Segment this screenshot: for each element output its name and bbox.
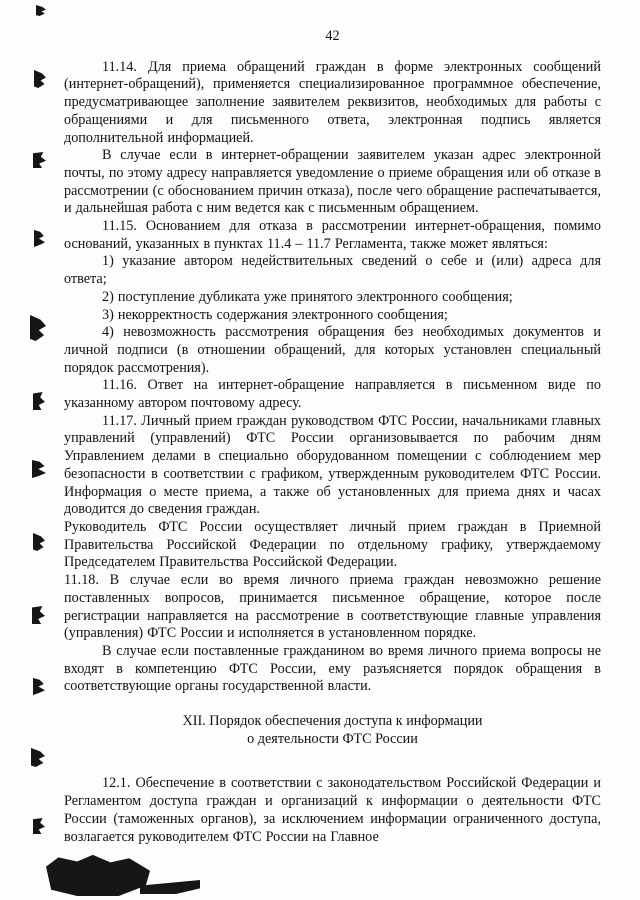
list-item-1: 1) указание автором недействительных сведений о себе и (или) адреса для ответа; <box>64 253 601 288</box>
list-item-2: 2) поступление дубликата уже принятого электронного сообщения; <box>102 288 513 305</box>
paragraph-head-reception: Руководитель ФТС России осуществляет личный прием граждан в Приемной Правительства Российской Федерации по отдельному графику, утверждаемому Председателем Правительства Российской Федерации. <box>64 518 601 571</box>
paragraph-11-18: 11.18. В случае если во время личного приема граждан невозможно решение поставленных вопросов, принимается письменное обращение, которое после регистрации направляется на рассмотрение в соответствующие главные управления (управления) ФТС России и исполняется в установленном порядке. <box>64 572 601 642</box>
scan-artifact <box>32 606 45 624</box>
paragraph-11-14: 11.14. Для приема обращений граждан в форме электронных сообщений (интернет-обращений), применяется специализированное программное обеспечение, предусматривающее заполнение заявителем реквизитов, необходимых для работы с обращениями и для письменного ответа, электронная подпись является дополнительной информацией. <box>64 58 601 146</box>
paragraph-email-notice: В случае если в интернет-обращении заявителем указан адрес электронной почты, по этому адресу направляется уведомление о приеме обращения или об отказе в рассмотрении (с обоснованием причин отказа), после чего обращение распечатывается, и дальнейшая работа с ним ведется как с письменным обращением. <box>64 147 601 217</box>
scan-artifact <box>33 678 45 695</box>
list-item-3: 3) некорректность содержания электронного сообщения; <box>102 306 448 323</box>
scan-artifact <box>33 818 45 834</box>
paragraph-12-1: 12.1. Обеспечение в соответствии с законодательством Российской Федерации и Регламентом доступа граждан и организаций к информации о деятельности ФТС России (таможенных органов), за исключением информации ограниченного доступа, возлагается руководителем ФТС России на Главное <box>64 775 601 845</box>
scan-artifact <box>34 70 46 88</box>
list-item-4: 4) невозможность рассмотрения обращения без необходимых документов и личной подписи (в отношении обращений, для которых установлен специальный порядок рассмотрения). <box>64 324 601 376</box>
scan-artifact <box>36 5 46 16</box>
paragraph-11-15: 11.15. Основанием для отказа в рассмотрении интернет-обращения, помимо оснований, указанных в пунктах 11.4 – 11.7 Регламента, также может являться: <box>64 218 601 252</box>
scan-artifact <box>34 230 45 247</box>
section-heading-line-1: XII. Порядок обеспечения доступа к информации <box>182 713 483 730</box>
scan-artifact <box>33 152 46 168</box>
section-heading-line-2: о деятельности ФТС России <box>247 730 418 747</box>
section-heading-xii <box>64 713 601 748</box>
paragraph-11-17: 11.17. Личный прием граждан руководством ФТС России, начальниками главных управлений (управлений) ФТС России организовывается по рабочим дням Управлением делами в специально оборудованном помещении с соблюдением мер безопасности в соответствии с графиком, утвержденным руководителем ФТС России. Информация о месте приема, а также об установленных для приема днях и часах доводится до сведения граждан. <box>64 412 601 518</box>
paragraph-competence: В случае если поставленные гражданином во время личного приема вопросы не входят в компетенцию ФТС России, ему разъясняется порядок обращения в соответствующие органы государственной власти. <box>64 642 601 695</box>
scan-artifact <box>32 460 46 478</box>
paragraph-11-16: 11.16. Ответ на интернет-обращение направляется в письменном виде по указанному автором почтовому адресу. <box>64 377 601 412</box>
scan-artifact <box>31 748 45 767</box>
document-body <box>64 28 601 846</box>
scan-artifact <box>33 533 45 551</box>
scan-artifact <box>30 315 46 341</box>
scan-artifact-bottom-blob <box>46 854 150 896</box>
page-number: 42 <box>325 28 340 44</box>
scan-artifact <box>33 392 45 410</box>
scan-artifact-bottom-streak <box>140 880 200 894</box>
